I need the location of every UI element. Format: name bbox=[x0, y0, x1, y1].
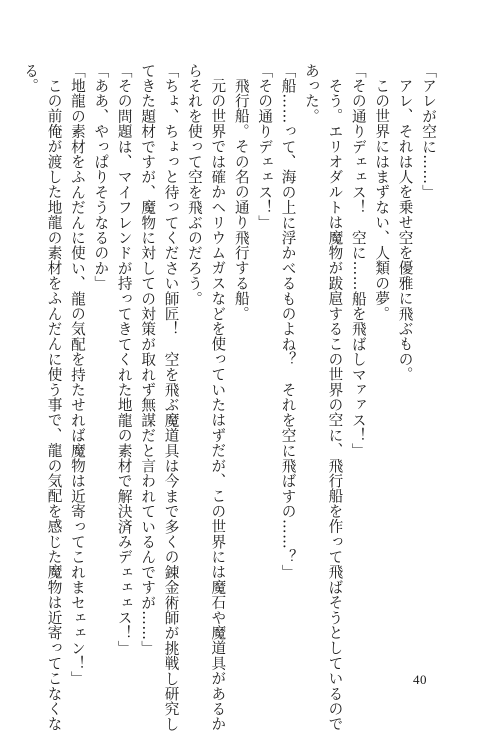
text-line: 「その通りデェェス！ 空に……船を飛ばしマァァス！」 bbox=[349, 63, 367, 459]
text-line: 「地龍の素材をふんだんに使い、龍の気配を持たせれば魔物は近寄ってこれまセェェン！」 bbox=[68, 63, 86, 687]
text-line: アレ、それは人を乗せ空を優雅に飛ぶもの。 bbox=[396, 77, 414, 382]
text-line: あった。 bbox=[302, 63, 320, 124]
text-line: 「その通りデェェス！」 bbox=[256, 63, 274, 231]
text-line: てきた題材ですが、魔物に対しての対策が取れず無謀だと言われているんですが……」 bbox=[139, 63, 157, 656]
text-line: 「ああ、やっぱりそうなるのか」 bbox=[92, 63, 110, 291]
text-line: この世界にはまずない、人類の夢。 bbox=[373, 77, 391, 321]
text-line: この前俺が渡した地龍の素材をふんだんに使う事で、龍の気配を感じた魔物は近寄ってこなくな bbox=[45, 77, 63, 732]
text-line: 「その問題は、マイフレンドが持ってきてくれた地龍の素材で解決済みデェェェス！」 bbox=[115, 63, 133, 656]
text-line: 「船……って、海の上に浮かべるものよね？ それを空に飛ばすの……？」 bbox=[279, 63, 297, 580]
text-line: そう。エリオダルトは魔物が跋扈するこの世界の空に、飛行船を作って飛ばそうとしているので bbox=[326, 77, 344, 732]
text-line: 飛行船。その名の通り飛行する船。 bbox=[232, 77, 250, 321]
text-line: 「ちょ、ちょっと待ってください師匠！ 空を飛ぶ魔道具は今まで多くの錬金術師が挑戦し研究し bbox=[162, 63, 180, 732]
page-number: 40 bbox=[413, 672, 427, 687]
text-line: る。 bbox=[22, 63, 40, 94]
text-line: 「アレが空に……」 bbox=[420, 63, 437, 200]
text-line: らそれを使って空を飛ぶのだろう。 bbox=[185, 63, 203, 307]
text-line: 元の世界では確かヘリウムガスなどを使っていたはずだが、この世界には魔石や魔道具があるか bbox=[209, 77, 227, 732]
